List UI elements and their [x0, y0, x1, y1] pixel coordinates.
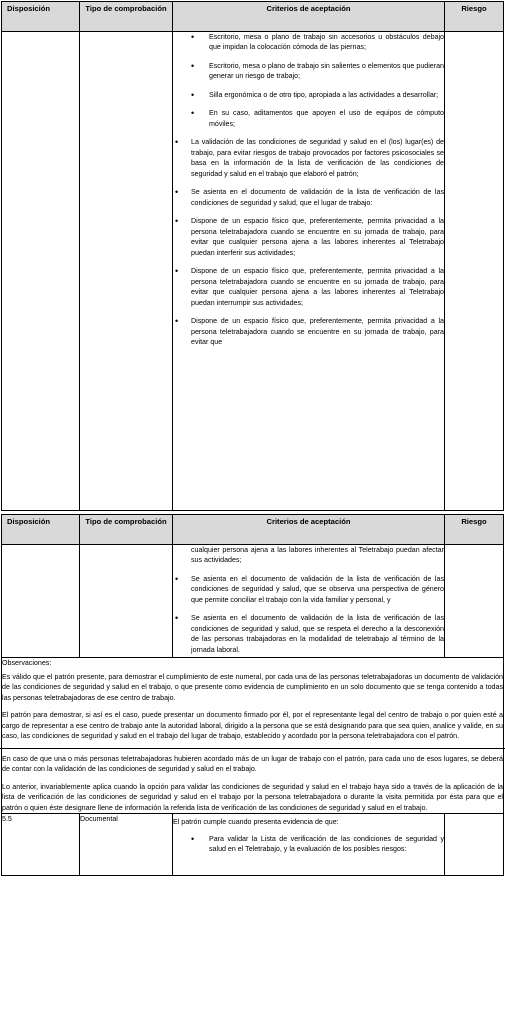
list-item: • La validación de las condiciones de seguridad y salud en el (los) lugar(es) de trabajo, para evitar riesgos de trabajo provocados por factores psicosociales se basa en la información de la lista de verificación de las condiciones de seguridad y salud en el trabajo que elaboró el patrón;	[173, 137, 444, 179]
sub-bullet-list	[173, 32, 444, 129]
criteria-table-page-2	[1, 514, 504, 876]
tipo-cell	[80, 32, 173, 511]
table-row	[2, 814, 504, 875]
table-row	[2, 545, 504, 658]
header-disposicion: Disposición	[2, 515, 80, 545]
list-item: • Dispone de un espacio físico que, preferentemente, permita privacidad a la persona teletrabajadora cuando se encuentre en su jornada de trabajo, para evitar que	[173, 316, 444, 347]
header-disposicion: Disposición	[2, 2, 80, 32]
disposicion-cell	[2, 545, 80, 658]
tipo-cell	[80, 545, 173, 658]
list-item: • Dispone de un espacio físico que, preferentemente, permita privacidad a la persona teletrabajadora cuando se encuentre en su jornada de trabajo, para evitar que cualquier persona ajena a las labores inherentes al Teletrabajo puedan interferir sus actividades;	[173, 216, 444, 258]
criterios-cell	[173, 814, 445, 875]
list-item: • Se asienta en el documento de validación de la lista de verificación de las condiciones de seguridad y salud, que se respeta el derecho a la desconexión de las personas trabajadoras en la modalidad de teletrabajo al término de la jornada laboral.	[173, 613, 444, 655]
header-criterios-aceptacion: Criterios de aceptación	[173, 2, 445, 32]
list-item: • En su caso, aditamentos que apoyen el uso de equipos de cómputo móviles;	[173, 108, 444, 129]
list-item: • Dispone de un espacio físico que, preferentemente, permita privacidad a la persona teletrabajadora cuando se encuentre en su jornada de trabajo, para evitar que cualquier persona ajena a las labores inherentes al Teletrabajo puedan interrumpir sus actividades;	[173, 266, 444, 308]
disposicion-cell: 5.5	[2, 814, 80, 875]
riesgo-cell	[445, 32, 504, 511]
header-tipo-comprobacion: Tipo de comprobación	[80, 2, 173, 32]
disposicion-cell	[2, 32, 80, 511]
header-riesgo: Riesgo	[445, 515, 504, 545]
header-criterios-aceptacion: Criterios de aceptación	[173, 515, 445, 545]
tipo-cell: Documental	[80, 814, 173, 875]
criteria-table-page-1	[1, 1, 504, 511]
observaciones-row	[2, 658, 504, 814]
table-row	[2, 32, 504, 511]
observaciones-cell	[2, 658, 504, 814]
criterio-intro: El patrón cumple cuando presenta evidencia de que:	[173, 818, 339, 827]
observaciones-title: Observaciones:	[2, 659, 52, 668]
list-item: • Silla ergonómica o de otro tipo, apropiada a las actividades a desarrollar;	[173, 90, 444, 100]
riesgo-cell	[445, 814, 504, 875]
observaciones-paragraph: El patrón para demostrar, si así es el caso, puede presentar un documento firmado por él, por el representante legal del centro de trabajo o por quien esté a cargo de representar a ese centro de trabajo ante la autoridad laboral, dirigido a la persona que se está designando para que sea quien, analice y valide, en su caso, las condiciones de seguridad y salud en el trabajo del lugar de trabajo, establecido y acordado por la persona teletrabajadora con el patrón.	[2, 711, 503, 741]
list-item: • Para validar la Lista de verificación de las condiciones de seguridad y salud en el Teletrabajo, y la evaluación de los posibles riesgos:	[173, 834, 444, 855]
criterios-cell	[173, 545, 445, 658]
list-item: • Escritorio, mesa o plano de trabajo sin accesorios u obstáculos debajo que impidan la colocación cómoda de las piernas;	[173, 32, 444, 53]
observaciones-paragraph: En caso de que una o más personas teletrabajadoras hubieren acordado más de un lugar de trabajo con el patrón, para cada uno de esos lugares, se deberá de contar con la validación de las condiciones de seguridad y salud en el trabajo.	[2, 754, 503, 774]
table-header-row	[2, 2, 504, 32]
continued-text: cualquier persona ajena a las labores inherentes al Teletrabajo puedan afectar sus actividades;	[191, 546, 444, 565]
table-header-row	[2, 515, 504, 545]
observaciones-paragraph: Es válido que el patrón presente, para demostrar el cumplimiento de este numeral, por cada una de las personas teletrabajadoras un documento de validación de las condiciones de seguridad y salud en el trabajo, o que presente como evidencia de cumplimiento en un solo documento que se tenga contenido a todas las personas teletrabajadoras de ese centro de trabajo.	[2, 672, 503, 702]
bullet-list	[173, 574, 444, 655]
header-riesgo: Riesgo	[445, 2, 504, 32]
criterios-cell	[173, 32, 445, 511]
bullet-list	[173, 137, 444, 347]
sub-bullet-list	[173, 834, 444, 855]
header-tipo-comprobacion: Tipo de comprobación	[80, 515, 173, 545]
riesgo-cell	[445, 545, 504, 658]
observaciones-paragraph: Lo anterior, invariablemente aplica cuando la opción para validar las condiciones de seguridad y salud en el trabajo haya sido a través de la aplicación de la lista de verificación de las condiciones de seguridad y salud en el trabajo por la persona teletrabajadora o durante la visita permitida por ésta para que el patrón o quien éste designare llene de información la referida lista de verificación de las condiciones de seguridad y salud en el trabajo.	[2, 782, 503, 812]
list-item: • Escritorio, mesa o plano de trabajo sin salientes o elementos que pudieran generar un riesgo de trabajo;	[173, 61, 444, 82]
divider	[0, 748, 505, 749]
list-item: • Se asienta en el documento de validación de la lista de verificación de las condiciones de seguridad y salud, que se observa una perspectiva de género que permite conciliar el trabajo con la vida familiar y personal, y	[173, 574, 444, 605]
list-item: • Se asienta en el documento de validación de la lista de verificación de las condiciones de seguridad y salud, que el lugar de trabajo:	[173, 187, 444, 208]
